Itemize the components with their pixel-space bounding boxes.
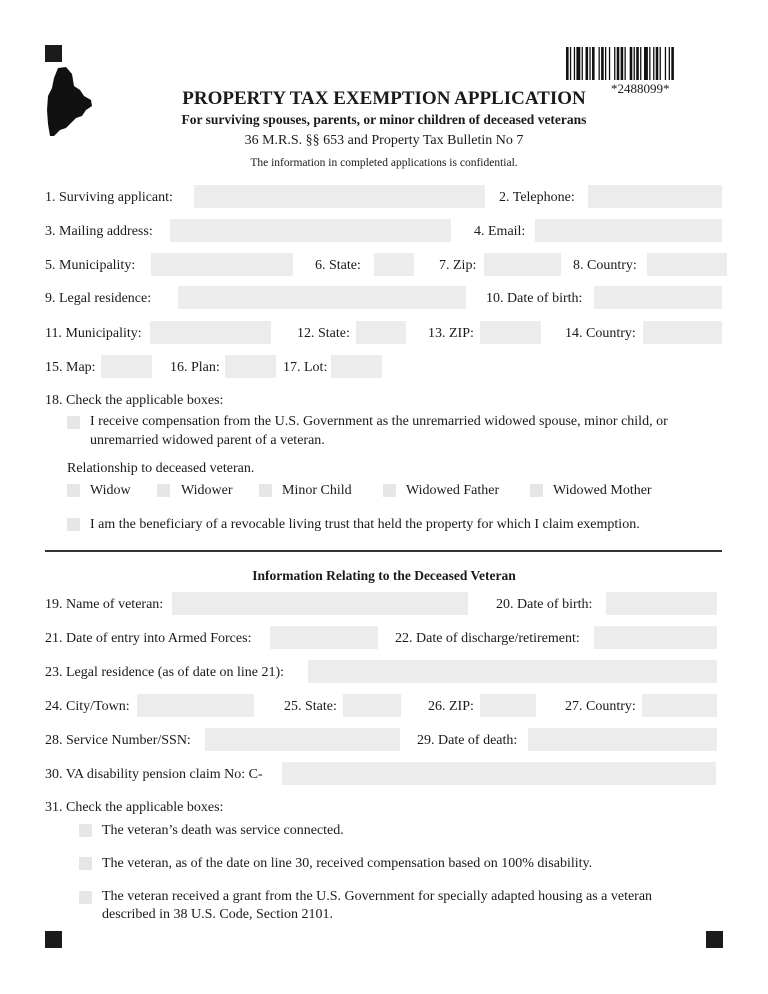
housing-grant-checkbox[interactable] <box>79 891 92 904</box>
state-12-field[interactable] <box>356 321 406 344</box>
va-claim-number-field[interactable] <box>282 762 716 785</box>
municipality-field[interactable] <box>151 253 293 276</box>
label-municipality: 5. Municipality: <box>45 258 136 273</box>
label-va-claim-number: 30. VA disability pension claim No: C- <box>45 767 263 782</box>
trust-checkbox[interactable] <box>67 518 80 531</box>
date-of-birth-field[interactable] <box>594 286 722 309</box>
label-plan: 16. Plan: <box>170 360 220 375</box>
registration-mark-top-left <box>45 45 62 62</box>
registration-mark-bottom-right <box>706 931 723 948</box>
date-of-discharge-field[interactable] <box>594 626 717 649</box>
label-country: 8. Country: <box>573 258 637 273</box>
label-surviving-applicant: 1. Surviving applicant: <box>45 190 173 205</box>
label-map: 15. Map: <box>45 360 96 375</box>
zip-13-field[interactable] <box>480 321 541 344</box>
country-field[interactable] <box>647 253 727 276</box>
widowed-father-label: Widowed Father <box>406 483 500 498</box>
label-veteran-state: 25. State: <box>284 699 337 714</box>
widowed-mother-checkbox[interactable] <box>530 484 543 497</box>
city-town-field[interactable] <box>137 694 254 717</box>
widower-checkbox[interactable] <box>157 484 170 497</box>
municipality-11-field[interactable] <box>150 321 271 344</box>
legal-residence-field[interactable] <box>178 286 466 309</box>
widow-checkbox[interactable] <box>67 484 80 497</box>
country-14-field[interactable] <box>643 321 722 344</box>
label-telephone: 2. Telephone: <box>499 190 575 205</box>
minor-child-label: Minor Child <box>282 483 352 498</box>
label-name-of-veteran: 19. Name of veteran: <box>45 597 164 612</box>
confidentiality-note: The information in completed applications is confidential. <box>250 157 518 169</box>
barcode-number: *2488099* <box>611 81 670 96</box>
widowed-father-checkbox[interactable] <box>383 484 396 497</box>
map-field[interactable] <box>101 355 152 378</box>
label-zip: 7. Zip: <box>439 258 477 273</box>
service-connected-checkbox[interactable] <box>79 824 92 837</box>
label-state-12: 12. State: <box>297 326 350 341</box>
label-lot: 17. Lot: <box>283 360 328 375</box>
label-mailing-address: 3. Mailing address: <box>45 224 153 239</box>
label-veteran-country: 27. Country: <box>565 699 636 714</box>
label-date-of-death: 29. Date of death: <box>417 733 518 748</box>
veteran-country-field[interactable] <box>642 694 717 717</box>
compensation-text-line2: unremarried widowed parent of a veteran. <box>90 433 325 448</box>
label-city-town: 24. City/Town: <box>45 699 130 714</box>
veteran-state-field[interactable] <box>343 694 401 717</box>
veteran-legal-residence-field[interactable] <box>308 660 717 683</box>
label-date-of-entry: 21. Date of entry into Armed Forces: <box>45 631 252 646</box>
minor-child-checkbox[interactable] <box>259 484 272 497</box>
barcode-icon <box>566 47 722 80</box>
label-municipality-11: 11. Municipality: <box>45 326 142 341</box>
relationship-label: Relationship to deceased veteran. <box>67 461 255 476</box>
veteran-zip-field[interactable] <box>480 694 536 717</box>
section-title-deceased-veteran: Information Relating to the Deceased Veteran <box>252 568 516 583</box>
housing-grant-label-line1: The veteran received a grant from the U.S. Government for specially adapted housing as a veteran <box>102 889 653 904</box>
telephone-field[interactable] <box>588 185 722 208</box>
housing-grant-label-line2: described in 38 U.S. Code, Section 2101. <box>102 907 333 922</box>
label-zip-13: 13. ZIP: <box>428 326 474 341</box>
name-of-veteran-field[interactable] <box>172 592 468 615</box>
registration-mark-bottom-left <box>45 931 62 948</box>
label-email: 4. Email: <box>474 224 526 239</box>
label-veteran-date-of-birth: 20. Date of birth: <box>496 597 593 612</box>
state-field[interactable] <box>374 253 414 276</box>
label-date-of-birth: 10. Date of birth: <box>486 291 583 306</box>
label-date-of-discharge: 22. Date of discharge/retirement: <box>395 631 580 646</box>
page-title: PROPERTY TAX EXEMPTION APPLICATION <box>182 88 586 109</box>
veteran-date-of-birth-field[interactable] <box>606 592 717 615</box>
label-check-boxes-31: 31. Check the applicable boxes: <box>45 800 224 815</box>
page-subtitle: For surviving spouses, parents, or minor children of deceased veterans <box>181 112 587 127</box>
section-divider <box>45 550 722 552</box>
plan-field[interactable] <box>225 355 276 378</box>
full-disability-label: The veteran, as of the date on line 30, received compensation based on 100% disability. <box>102 856 593 871</box>
mailing-address-field[interactable] <box>170 219 451 242</box>
statute-reference: 36 M.R.S. §§ 653 and Property Tax Bulletin No 7 <box>244 133 524 148</box>
email-field[interactable] <box>535 219 722 242</box>
label-service-number: 28. Service Number/SSN: <box>45 733 191 748</box>
compensation-checkbox[interactable] <box>67 416 80 429</box>
compensation-text-line1: I receive compensation from the U.S. Government as the unremarried widowed spouse, minor child, or <box>90 414 668 429</box>
label-country-14: 14. Country: <box>565 326 636 341</box>
service-connected-label: The veteran’s death was service connected. <box>102 823 344 838</box>
trust-label: I am the beneficiary of a revocable living trust that held the property for which I claim exemption. <box>90 517 640 532</box>
lot-field[interactable] <box>331 355 382 378</box>
service-number-field[interactable] <box>205 728 400 751</box>
full-disability-checkbox[interactable] <box>79 857 92 870</box>
label-veteran-legal-residence: 23. Legal residence (as of date on line 21): <box>45 665 285 680</box>
widowed-mother-label: Widowed Mother <box>553 483 652 498</box>
label-state: 6. State: <box>315 258 361 273</box>
surviving-applicant-field[interactable] <box>194 185 485 208</box>
widow-label: Widow <box>90 483 131 498</box>
label-veteran-zip: 26. ZIP: <box>428 699 474 714</box>
widower-label: Widower <box>181 483 233 498</box>
date-of-death-field[interactable] <box>528 728 717 751</box>
date-of-entry-field[interactable] <box>270 626 378 649</box>
label-check-boxes-18: 18. Check the applicable boxes: <box>45 393 224 408</box>
zip-field[interactable] <box>484 253 561 276</box>
label-legal-residence: 9. Legal residence: <box>45 291 152 306</box>
